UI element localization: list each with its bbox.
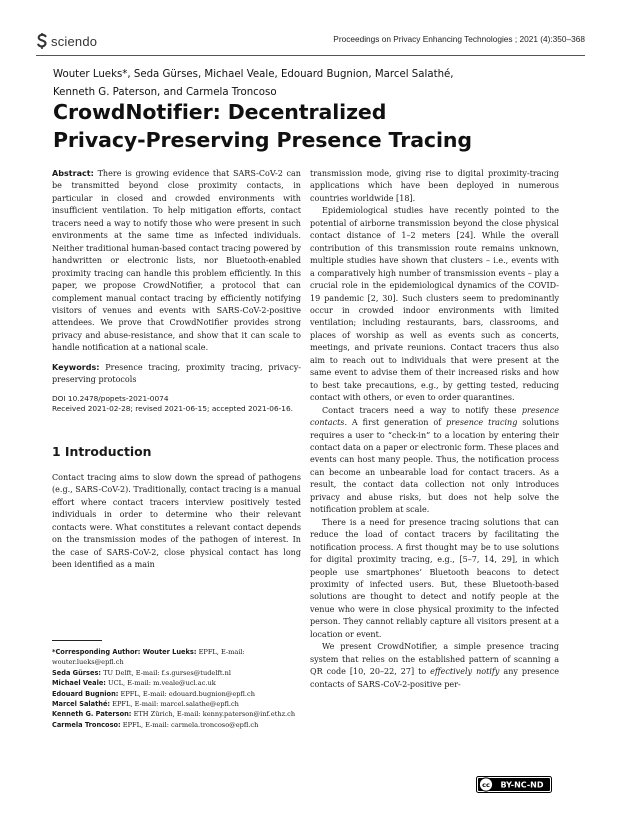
section-heading-introduction: 1 Introduction [52, 443, 152, 459]
footnote: Michael Veale: UCL, E-mail: m.veale@ucl.ac.uk [52, 679, 216, 688]
title-line-2: Privacy-Preserving Presence Tracing [53, 128, 472, 152]
intro-paragraph-3: Contact tracers need a way to notify these presence contacts. A first generation of presence tracing solutions requires a user to “check-in” to a location by entering their contact data on a paper or electronic form. These places and events can host many people. Thus, the notification process can become an unbearable load for contact tracers. As a result, the contact data collection not only introduces privacy and abuse risks, but does not help solve the notification problem at scale. [310, 405, 559, 515]
running-head: Proceedings on Privacy Enhancing Technologies ; 2021 (4):350–368 [333, 34, 585, 44]
abstract-text: There is growing evidence that SARS-CoV-2 can be transmitted beyond close proximity contacts, in particular in closed and crowded environments with insufficient ventilation. To help mitigation efforts, contact tracers need a way to notify those who were present in such environments at the same time as infected individuals. Neither traditional human-based contact tracing powered by handwritten or electronic lists, nor Bluetooth-enabled proximity tracing can handle this problem efficiently. In this paper, we propose CrowdNotifier, a protocol that can complement manual contact tracing by efficiently notifying visitors of venues and events with SARS-CoV-2-positive attendees. We prove that CrowdNotifier provides strong privacy and abuse-resistance, and show that it can scale to handle notification at a national scale. [52, 169, 301, 353]
title-line-1: CrowdNotifier: Decentralized [53, 100, 387, 124]
license-label: BY-NC-ND [500, 780, 544, 790]
footnote-divider [52, 640, 102, 641]
publisher-name: sciendo [51, 33, 98, 49]
abstract [52, 168, 301, 355]
page-header [36, 30, 585, 52]
footnote: Carmela Troncoso: EPFL, E-mail: carmela.troncoso@epfl.ch [52, 720, 259, 729]
footnote: Marcel Salathé: EPFL, E-mail: marcel.salathe@epfl.ch [52, 700, 239, 709]
author-footnotes [52, 640, 301, 730]
header-divider [36, 55, 585, 56]
author-line-2: Kenneth G. Paterson, and Carmela Troncoso [53, 86, 277, 98]
author-line-1: Wouter Lueks*, Seda Gürses, Michael Veale, Edouard Bugnion, Marcel Salathé, [53, 69, 454, 80]
right-column [310, 168, 559, 691]
footnote: *Corresponding Author: Wouter Lueks: EPFL, E-mail: wouter.lueks@epfl.ch [52, 648, 245, 667]
received-dates: Received 2021-02-28; revised 2021-06-15; accepted 2021-06-16. [52, 404, 293, 414]
keywords [52, 362, 301, 387]
intro-paragraph-1: Contact tracing aims to slow down the spread of pathogens (e.g., SARS-CoV-2). Traditionally, contact tracing is a manual effort where contact tracers interview positively tested individuals in order to determine who their relevant contacts were. What constitutes a relevant contact depends on the transmission modes of the pathogen of interest. In the case of SARS-CoV-2, close physical contact has long been identified as a main [52, 472, 301, 570]
intro-paragraph-continued: transmission mode, giving rise to digital proximity-tracing applications which have been deployed in numerous countries worldwide [18]. [310, 169, 559, 203]
paper-title [53, 98, 593, 154]
author-list [53, 66, 573, 101]
keywords-label: Keywords: [52, 362, 100, 372]
svg-text:cc: cc [482, 781, 490, 789]
sciendo-logo-icon [36, 33, 48, 49]
publisher-logo [36, 30, 97, 52]
intro-paragraph-4: There is a need for presence tracing solutions that can reduce the load of contact tracers by facilitating the notification process. A first thought may be to use solutions for digital proximity tracing, e.g., [5–7, 14, 29], in which people use smartphones’ Bluetooth beacons to detect proximity of infected users. But, these Bluetooth-based solutions are thought to detect and notify people at the venue who were in close physical proximity to the infected person. They cannot reliably capture all visitors present at a location or event. [310, 517, 559, 639]
doi: DOI 10.2478/popets-2021-0074 [52, 393, 169, 403]
keywords-text: Presence tracing, proximity tracing, privacy-preserving protocols [52, 362, 301, 385]
abstract-label: Abstract: [52, 169, 94, 178]
license-badge[interactable] [476, 776, 552, 793]
footnote: Seda Gürses: TU Delft, E-mail: f.s.gurses@tudelft.nl [52, 668, 231, 677]
intro-paragraph-5: We present CrowdNotifier, a simple presence tracing system that relies on the established pattern of scanning a QR code [10, 20–22, 27] to effectively notify any presence contacts of SARS-CoV-2-positive per- [310, 642, 559, 689]
footnote: Edouard Bugnion: EPFL, E-mail: edouard.bugnion@epfl.ch [52, 689, 255, 698]
left-column [52, 168, 301, 572]
creative-commons-icon [479, 778, 492, 791]
footnote: Kenneth G. Paterson: ETH Zürich, E-mail: kenny.paterson@inf.ethz.ch [52, 710, 296, 719]
intro-paragraph-2: Epidemiological studies have recently pointed to the potential of airborne transmission beyond the close physical contact distance of 1–2 meters [24]. While the overall contribution of this transmission route remains unknown, multiple studies have shown that clusters – i.e., events with a comparatively high number of transmission events – play a crucial role in the epidemiological dynamics of the COVID-19 pandemic [2, 30]. Such clusters seem to predominantly occur in crowded indoor environments with limited ventilation; including restaurants, bars, classrooms, and places of worship as well as events such as concerts, meetings, and private reunions. Contact tracers thus also aim to reach out to individuals that were present at the same event to advise them of their increased risks and how to best take precautions, e.g., by getting tested, reducing contact with others, or even to order quarantines. [310, 206, 559, 403]
